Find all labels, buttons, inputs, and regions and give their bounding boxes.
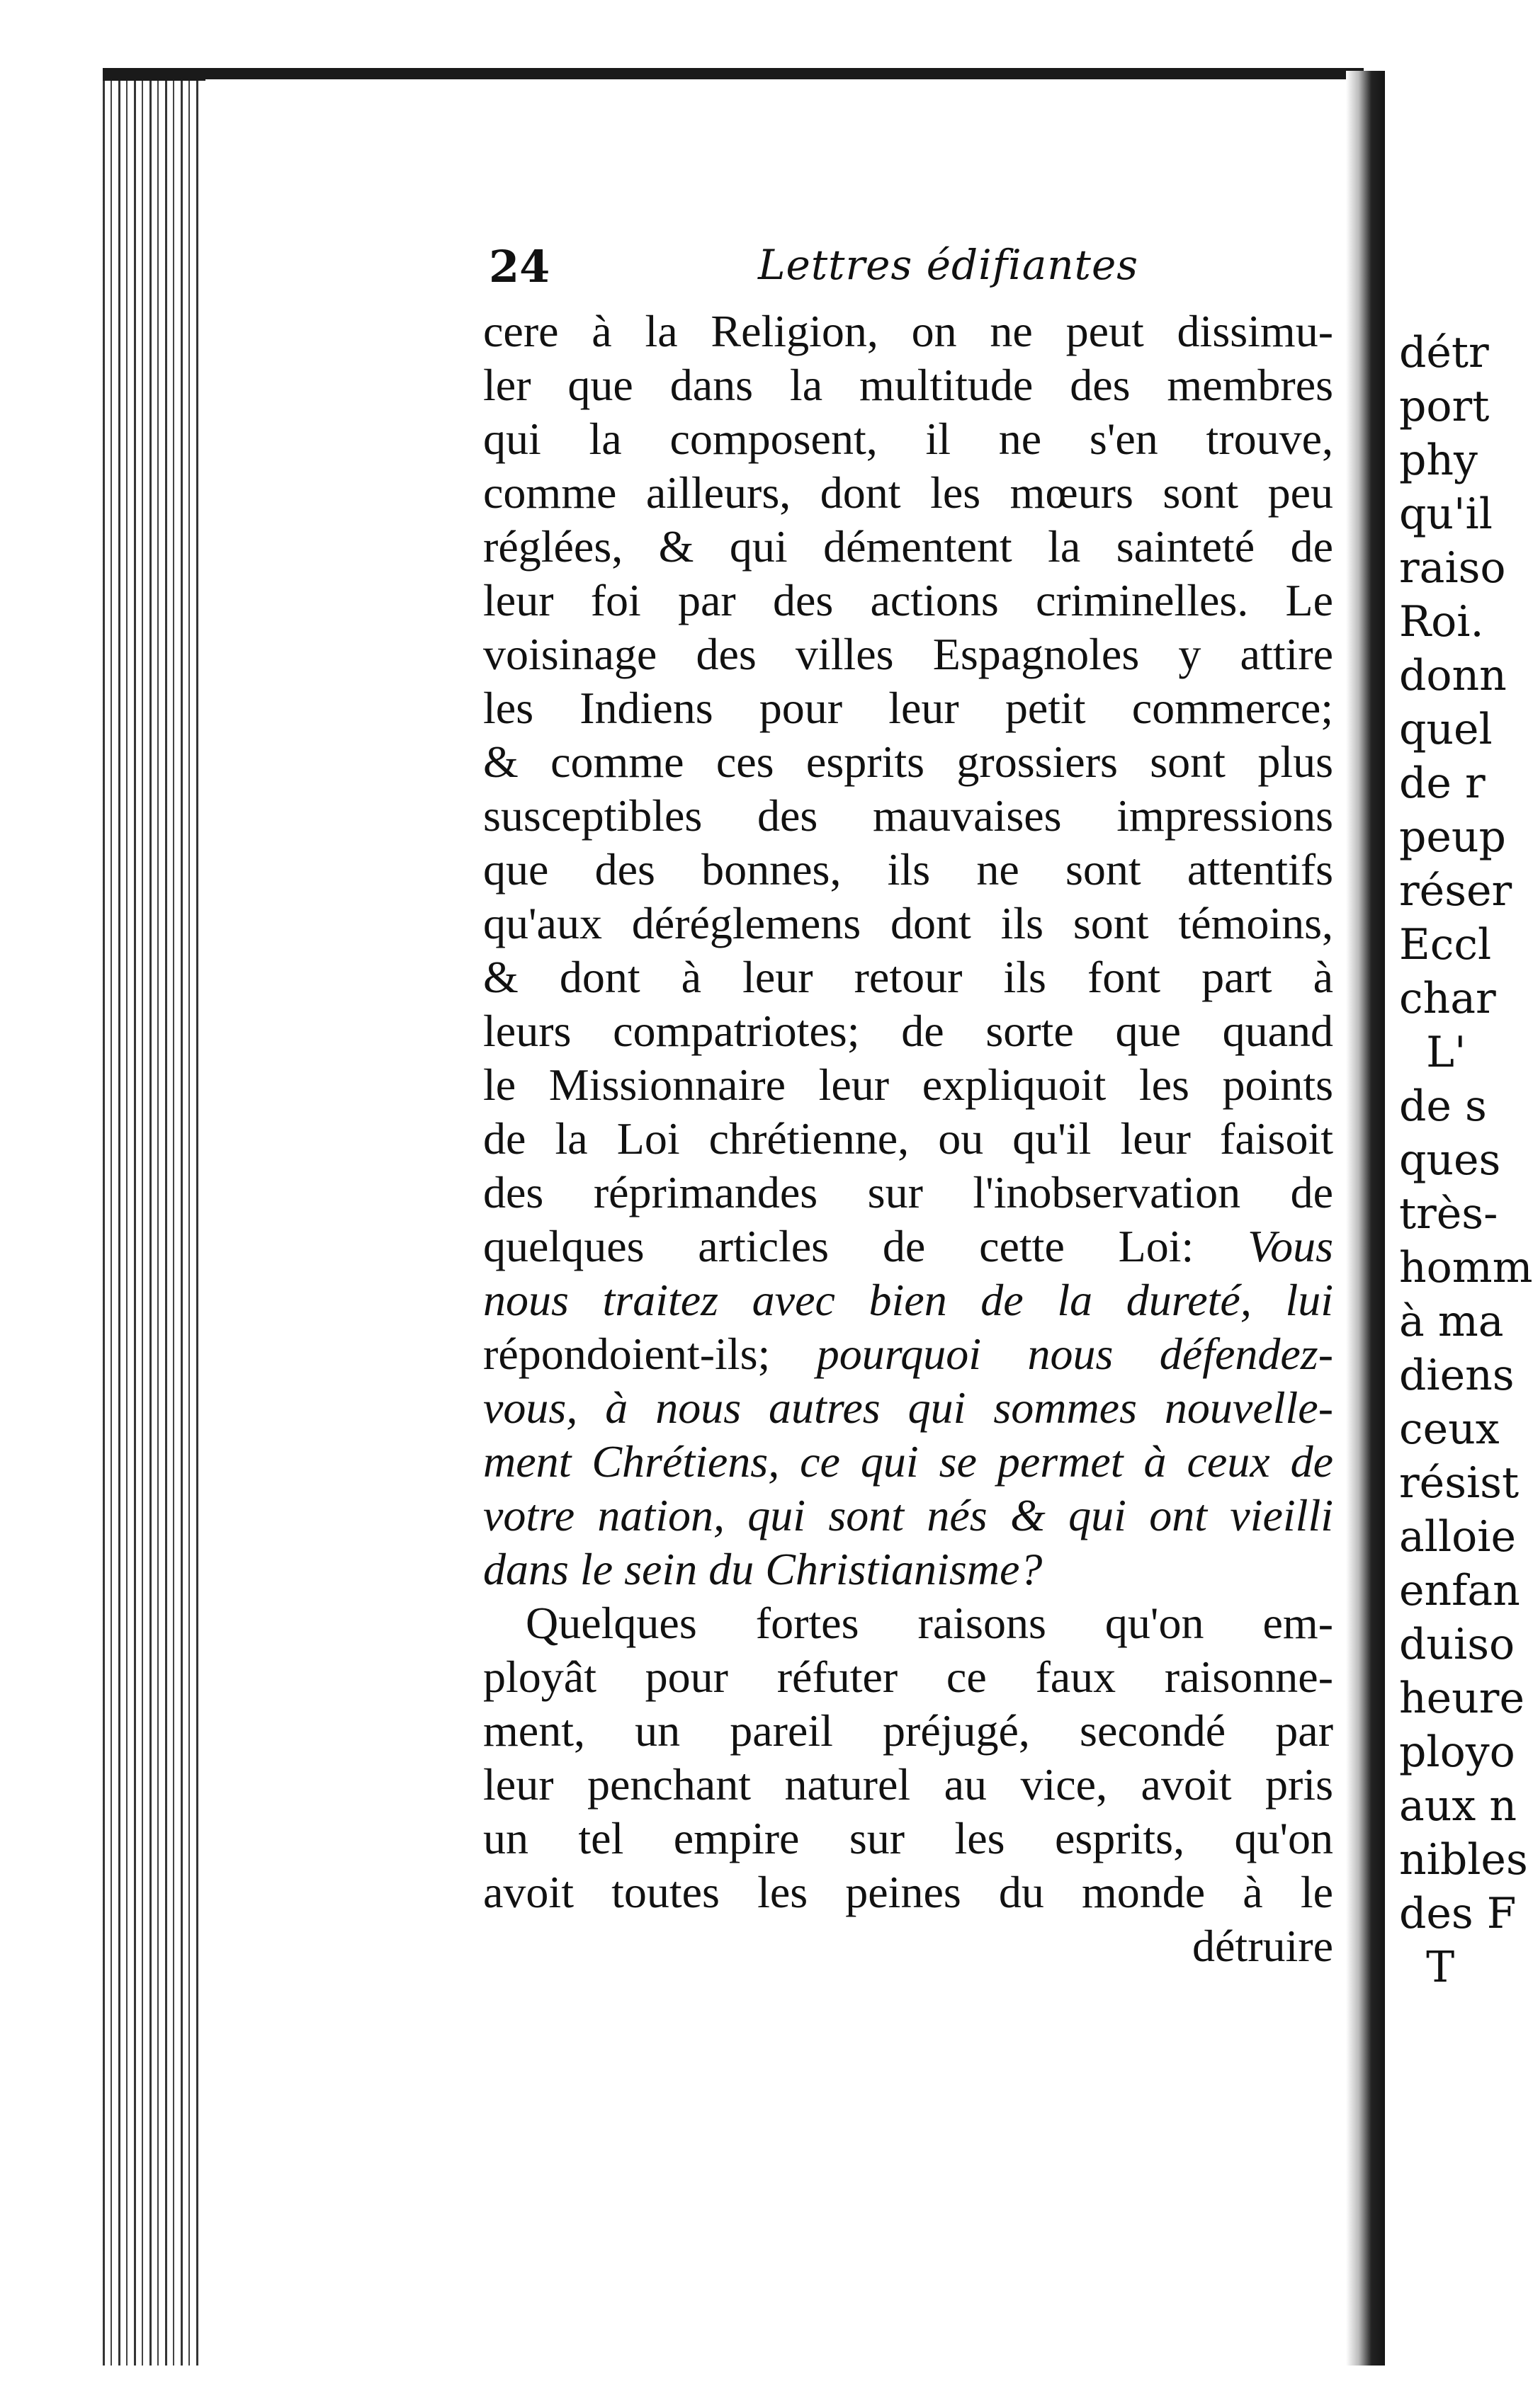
text-line: avoit toutes les peines du monde à le <box>483 1867 1333 1917</box>
text-line: les Indiens pour leur petit commerce; <box>483 683 1333 733</box>
running-title: Lettres édifiantes <box>758 241 1139 289</box>
text-line: leurs compatriotes; de sorte que quand <box>483 1006 1333 1056</box>
page-number: 24 <box>489 241 550 293</box>
text-line: que des bonnes, ils ne sont attentifs <box>483 844 1333 895</box>
text-line: un tel empire sur les esprits, qu'on <box>483 1813 1333 1863</box>
text-line: le Missionnaire leur expliquoit les points <box>483 1060 1333 1110</box>
text-line: susceptibles des mauvaises impressions <box>483 790 1333 841</box>
text-line: ler que dans la multitude des membres <box>483 360 1333 410</box>
text-line: ployât pour réfuter ce faux raisonne- <box>483 1652 1333 1702</box>
text-line: vous, à nous autres qui sommes nouvelle- <box>483 1382 1333 1433</box>
text-line: votre nation, qui sont nés & qui ont vieilli <box>483 1490 1333 1540</box>
text-line: quelques articles de cette Loi: Vous <box>483 1221 1333 1271</box>
book-gutter <box>1346 71 1388 2366</box>
text-line: & comme ces esprits grossiers sont plus <box>483 737 1333 787</box>
facing-page-fragments: détr port phy qu'il raiso Roi. donn quel de r peup réser Eccl char L' de s ques très- homm à ma diens ceux résist alloie enfan duiso heure ployo aux n nibles des F T <box>1399 328 1533 1992</box>
text-line: nous traitez avec bien de la dureté, lui <box>483 1275 1333 1325</box>
text-line: détruire <box>1192 1921 1333 1971</box>
text-line: Quelques fortes raisons qu'on em- <box>526 1598 1333 1648</box>
text-line: voisinage des villes Espagnoles y attire <box>483 629 1333 679</box>
text-line: dans le sein du Christianisme? <box>483 1544 1043 1594</box>
text-line: comme ailleurs, dont les mœurs sont peu <box>483 467 1333 518</box>
text-line: répondoient-ils; pourquoi nous défendez- <box>483 1329 1333 1379</box>
text-line: réglées, & qui démentent la sainteté de <box>483 521 1333 572</box>
book-page-edges <box>103 71 202 2366</box>
text-line: leur penchant naturel au vice, avoit pris <box>483 1759 1333 1810</box>
text-line: de la Loi chrétienne, ou qu'il leur faisoit <box>483 1113 1333 1164</box>
facing-page-edge <box>1385 71 1533 2366</box>
text-line: ment, un pareil préjugé, secondé par <box>483 1705 1333 1756</box>
body-text <box>483 305 1333 1973</box>
text-line: cere à la Religion, on ne peut dissimu- <box>483 306 1333 356</box>
text-line: & dont à leur retour ils font part à <box>483 952 1333 1002</box>
text-line: qu'aux déréglemens dont ils sont témoins, <box>483 898 1333 948</box>
text-line: des réprimandes sur l'inobservation de <box>483 1167 1333 1217</box>
text-line: leur foi par des actions criminelles. Le <box>483 575 1333 625</box>
text-line: ment Chrétiens, ce qui se permet à ceux de <box>483 1436 1333 1487</box>
text-line: qui la composent, il ne s'en trouve, <box>483 414 1333 464</box>
